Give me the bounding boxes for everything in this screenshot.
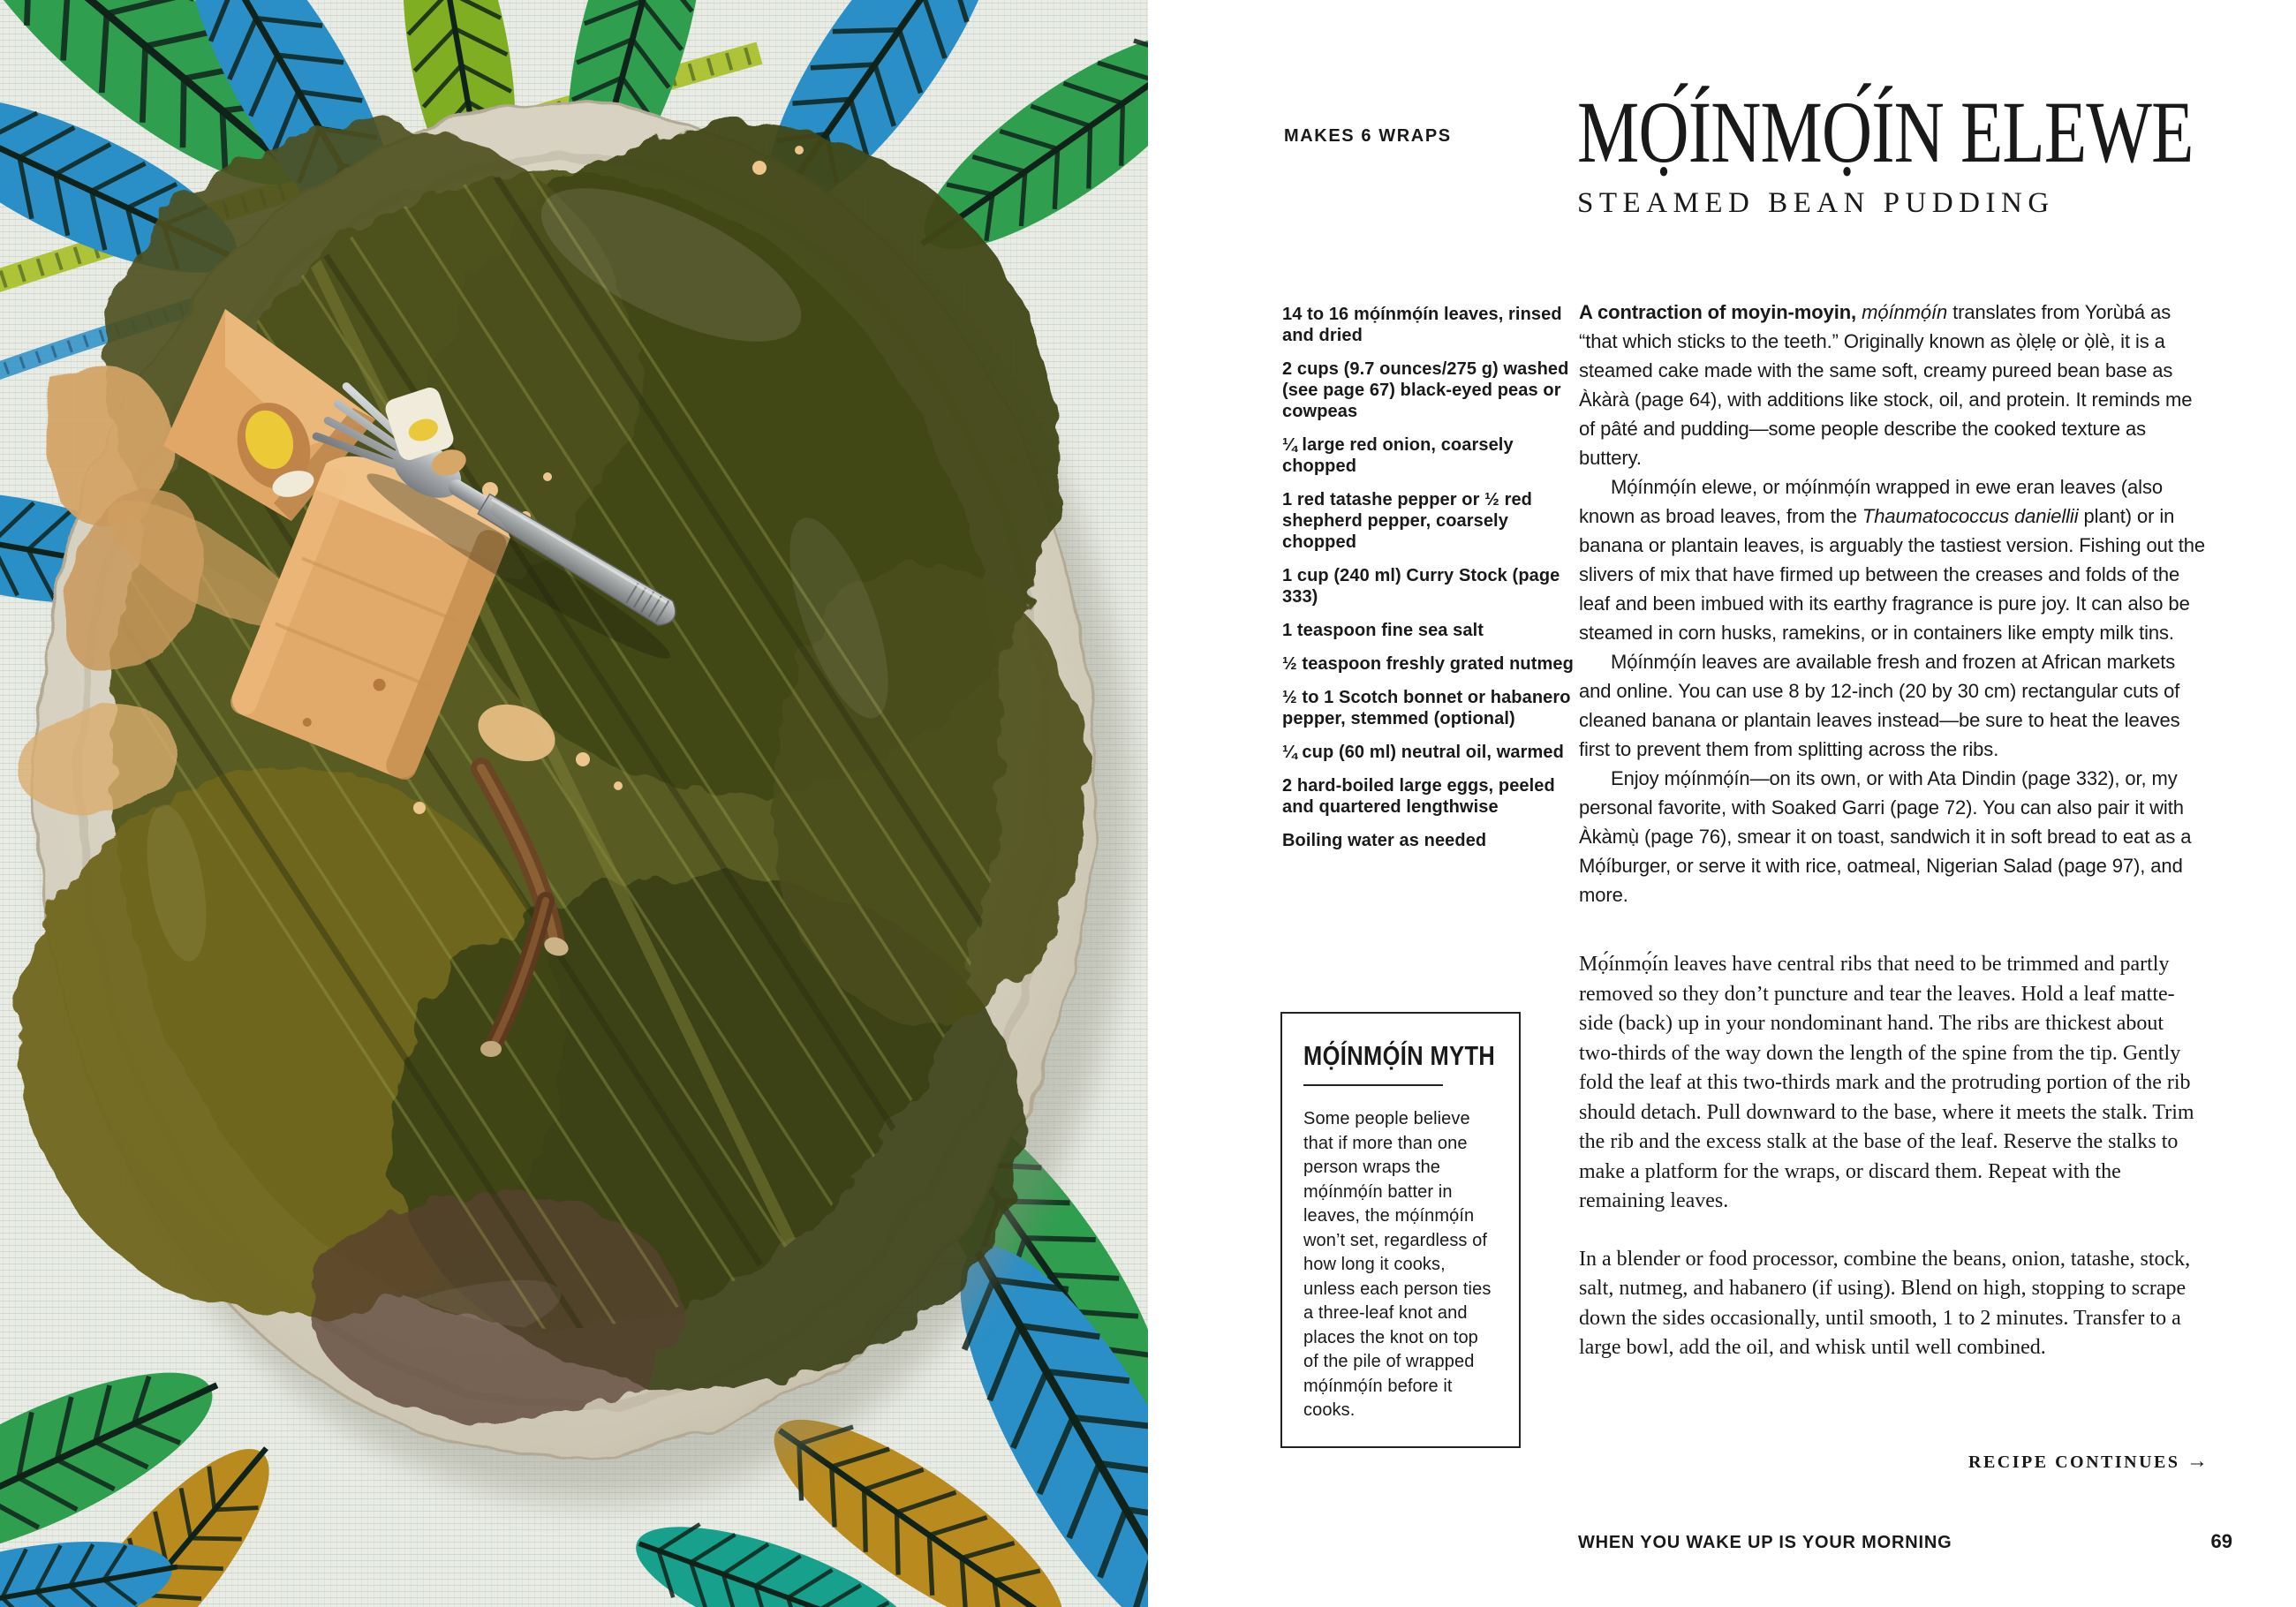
ingredient-item: ½ teaspoon freshly grated nutmeg xyxy=(1282,654,1574,674)
intro-text: Mọ́ínmọ́ín elewe, or mọ́ínmọ́ín wrapped in ewe eran leaves (also known as broad leaves, from the xyxy=(1579,476,2163,527)
intro-paragraph-4: Enjoy mọ́ínmọ́ín—on its own, or with Ata Dindin (page 332), or, my personal favorite, with Soaked Garri (page 72). You can also pair it with Àkàmụ̀ (page 76), smear it on toast, sandwich it in soft bread to eat as a Mọ́íburger, or serve it with rice, oatmeal, Nigerian Salad (page 97), and more. xyxy=(1579,767,2192,906)
recipe-body xyxy=(1579,298,2208,1363)
ingredient-item: 2 hard-boiled large eggs, peeled and quartered lengthwise xyxy=(1282,776,1555,817)
latin-plant-name: Thaumatococcus daniellii xyxy=(1862,505,2079,527)
ingredient-item: 1 teaspoon fine sea salt xyxy=(1282,621,1484,640)
ingredient-item: Boiling water as needed xyxy=(1282,831,1487,850)
myth-title-rule xyxy=(1303,1084,1443,1086)
page-number: 69 xyxy=(2210,1530,2232,1552)
myth-title: MỌ́ÍNMỌ́ÍN MYTH xyxy=(1303,1040,1496,1071)
recipe-title: MỌ́ÍNMỌ́ÍN ELEWE xyxy=(1577,83,2194,181)
intro-italic-term: mọ́ínmọ́ín xyxy=(1856,301,1953,323)
intro-paragraph-2 xyxy=(1579,472,2208,647)
ingredient-item: 14 to 16 mọ́ínmọ́ín leaves, rinsed and dried xyxy=(1282,305,1562,345)
page-footer xyxy=(1578,1530,2232,1553)
arrow-right-icon: → xyxy=(2186,1450,2208,1473)
ingredient-item: 2 cups (9.7 ounces/275 g) washed (see page 67) black-eyed peas or cowpeas xyxy=(1282,359,1569,421)
recipe-subtitle: STEAMED BEAN PUDDING xyxy=(1577,187,2055,219)
recipe-page xyxy=(1148,0,2296,1607)
title-block xyxy=(1577,85,2248,220)
method-paragraph-1: Mọ́ínmọ́ín leaves have central ribs that need to be trimmed and partly removed so they don’t puncture and tear the leaves. Hold a leaf matte-side (back) up in your nondominant hand. The ribs are thickest about two-thirds of the way down the length of the spine from the tip. Gently fold the leaf at this two-thirds mark and the protruding portion of the rib should detach. Pull downward to the base, where it meets the stalk. Trim the rib and the excess stalk at the base of the leaf. Reserve the stalks to make a platform for the wraps, or discard them. Repeat with the remaining leaves. xyxy=(1579,953,2194,1212)
intro-paragraph-1 xyxy=(1579,298,2208,472)
recipe-continues-note xyxy=(1579,1450,2208,1474)
intro-bold-lead: A contraction of moyin-moyin, xyxy=(1579,301,1857,323)
ingredient-item: ¼ large red onion, coarsely chopped xyxy=(1282,435,1514,476)
ingredient-item: ¼ cup (60 ml) neutral oil, warmed xyxy=(1282,743,1564,762)
myth-body: Some people believe that if more than one person wraps the mọ́ínmọ́ín batter in leaves, the mọ́ínmọ́ín won’t set, regardless of how long it cooks, unless each person ties a three-leaf knot and places the knot on top of the pile of wrapped mọ́ínmọ́ín before it cooks. xyxy=(1303,1109,1492,1420)
recipe-continues-label: RECIPE CONTINUES xyxy=(1968,1452,2186,1472)
ingredient-item: 1 cup (240 ml) Curry Stock (page 333) xyxy=(1282,566,1560,607)
ingredient-item: ½ to 1 Scotch bonnet or habanero pepper, stemmed (optional) xyxy=(1282,688,1571,728)
intro-paragraph-3: Mọ́ínmọ́ín leaves are available fresh and frozen at African markets and online. You can use 8 by 12-inch (20 by 30 cm) rectangular cuts of cleaned banana or plantain leaves instead—be sure to heat the leaves first to prevent them from splitting across the ribs. xyxy=(1579,651,2180,760)
ingredient-list xyxy=(1282,304,1575,864)
method-paragraph-2: In a blender or food processor, combine the beans, onion, tatashe, stock, salt, nutmeg, and habanero (if using). Blend on high, stopping to scrape down the sides occasionally, until smooth, 1 to 2 minutes. Transfer to a large bowl, add the oil, and whisk until well combined. xyxy=(1579,1247,2191,1359)
myth-sidebar xyxy=(1280,1012,1521,1448)
running-head: WHEN YOU WAKE UP IS YOUR MORNING xyxy=(1578,1533,1952,1552)
intro-text: translates from Yorùbá as “that which sticks to the teeth.” Originally known as ọ̀lẹlẹ or ọ̀lè, it is a steamed cake made with the same soft, creamy pureed bean base as Àkàrà (page 64), with additions like stock, oil, and protein. It reminds me of pâté and pudding—some people describe the cooked texture as buttery. xyxy=(1579,301,2193,469)
ingredient-item: 1 red tatashe pepper or ½ red shepherd pepper, coarsely chopped xyxy=(1282,490,1532,552)
intro-text: plant) or in banana or plantain leaves, is arguably the tastiest version. Fishing out the slivers of mix that have firmed up between the creases and folds of the leaf and been imbued with its earthy fragrance is pure joy. It can also be steamed in corn husks, ramekins, or in containers like empty milk tins. xyxy=(1579,505,2206,644)
yield-label: MAKES 6 WRAPS xyxy=(1284,126,1452,146)
